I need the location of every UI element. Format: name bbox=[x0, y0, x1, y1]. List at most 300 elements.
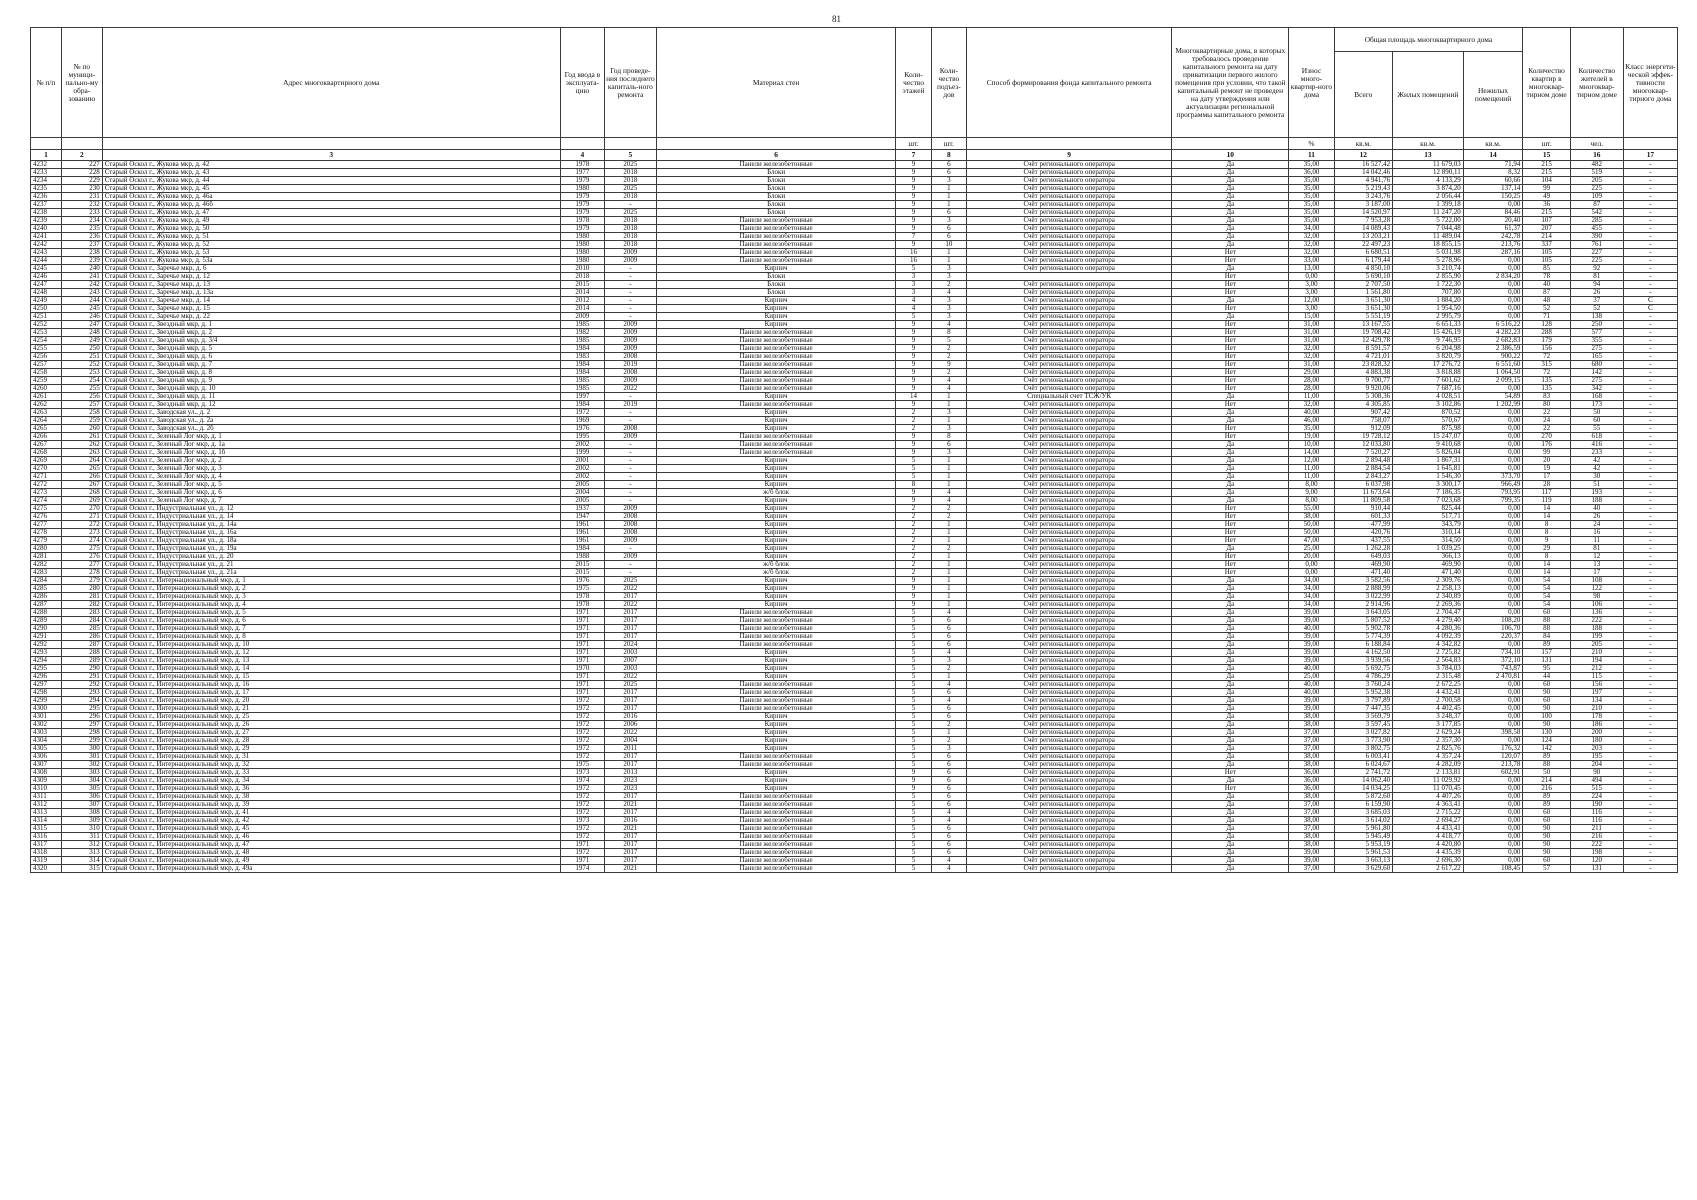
cell-area-total: 4 786,29 bbox=[1334, 673, 1393, 681]
cell-fund-method: Счёт регионального оператора bbox=[967, 785, 1172, 793]
cell-address: Старый Оскол г., Жукова мкр, д. 53а bbox=[102, 257, 560, 265]
cell-energy-class: - bbox=[1623, 449, 1677, 457]
cell-wall-material: Блоки bbox=[656, 281, 896, 289]
cell-entrances: 3 bbox=[931, 273, 966, 281]
cell-area-living: 4 433,41 bbox=[1393, 825, 1464, 833]
cell-floors: 5 bbox=[896, 721, 931, 729]
cell-muni-no: 293 bbox=[61, 689, 102, 697]
cell-row-no: 4274 bbox=[31, 497, 62, 505]
cell-wall-material: Панели железобетонные bbox=[656, 233, 896, 241]
cell-area-nonliving: 0,00 bbox=[1463, 521, 1523, 529]
cell-wall-material: Кирпич bbox=[656, 409, 896, 417]
cell-apartments: 52 bbox=[1523, 305, 1570, 313]
cell-area-nonliving: 176,32 bbox=[1463, 745, 1523, 753]
header-residents: Количество жителей в многоквар-тирном доме bbox=[1570, 28, 1623, 138]
cell-residents: 168 bbox=[1570, 393, 1623, 401]
cell-address: Старый Оскол г., Заречье мкр, д. 6 bbox=[102, 265, 560, 273]
header-apartments: Количество квартир в многоквар-тирном доме bbox=[1523, 28, 1570, 138]
cell-residents: 142 bbox=[1570, 369, 1623, 377]
cell-row-no: 4238 bbox=[31, 209, 62, 217]
cell-repair-required: Нет bbox=[1172, 345, 1289, 353]
cell-residents: 108 bbox=[1570, 577, 1623, 585]
cell-area-total: 7 953,28 bbox=[1334, 217, 1393, 225]
cell-muni-no: 240 bbox=[61, 265, 102, 273]
cell-entrances: 3 bbox=[931, 313, 966, 321]
cell-area-nonliving: 734,10 bbox=[1463, 649, 1523, 657]
cell-wear: 33,00 bbox=[1289, 257, 1334, 265]
cell-year-built: 2002 bbox=[560, 465, 604, 473]
table-row bbox=[31, 865, 1678, 873]
cell-year-built: 1970 bbox=[560, 665, 604, 673]
cell-row-no: 4251 bbox=[31, 313, 62, 321]
cell-address: Старый Оскол г., Индустриальная ул., д. 14а bbox=[102, 521, 560, 529]
cell-floors: 9 bbox=[896, 161, 931, 169]
cell-apartments: 270 bbox=[1523, 433, 1570, 441]
cell-year-repair: 2022 bbox=[604, 385, 656, 393]
cell-apartments: 288 bbox=[1523, 329, 1570, 337]
cell-area-total: 420,76 bbox=[1334, 529, 1393, 537]
cell-row-no: 4300 bbox=[31, 705, 62, 713]
cell-wall-material: Блоки bbox=[656, 185, 896, 193]
table-row bbox=[31, 513, 1678, 521]
cell-area-living: 3 874,20 bbox=[1393, 185, 1464, 193]
table-row bbox=[31, 385, 1678, 393]
cell-residents: 98 bbox=[1570, 593, 1623, 601]
cell-apartments: 36 bbox=[1523, 201, 1570, 209]
cell-address: Старый Оскол г., Интернациональный мкр, д. 29 bbox=[102, 745, 560, 753]
cell-area-total: 3 027,82 bbox=[1334, 729, 1393, 737]
cell-repair-required: Нет bbox=[1172, 537, 1289, 545]
cell-address: Старый Оскол г., Звездный мкр, д. 12 bbox=[102, 401, 560, 409]
cell-floors: 5 bbox=[896, 833, 931, 841]
cell-repair-required: Да bbox=[1172, 857, 1289, 865]
cell-year-built: 1978 bbox=[560, 217, 604, 225]
cell-floors: 7 bbox=[896, 233, 931, 241]
cell-repair-required: Нет bbox=[1172, 401, 1289, 409]
cell-year-built: 1979 bbox=[560, 193, 604, 201]
cell-repair-required: Да bbox=[1172, 761, 1289, 769]
cell-wear: 37,00 bbox=[1289, 825, 1334, 833]
cell-entrances: 5 bbox=[931, 337, 966, 345]
cell-floors: 9 bbox=[896, 241, 931, 249]
cell-muni-no: 294 bbox=[61, 697, 102, 705]
cell-row-no: 4252 bbox=[31, 321, 62, 329]
cell-apartments: 19 bbox=[1523, 465, 1570, 473]
cell-residents: 222 bbox=[1570, 617, 1623, 625]
cell-year-built: 1969 bbox=[560, 417, 604, 425]
cell-area-total: 4 941,76 bbox=[1334, 177, 1393, 185]
cell-area-living: 2 357,30 bbox=[1393, 737, 1464, 745]
cell-entrances: 3 bbox=[931, 409, 966, 417]
cell-floors: 9 bbox=[896, 201, 931, 209]
cell-year-repair: 2021 bbox=[604, 825, 656, 833]
cell-wear: 0,00 bbox=[1289, 569, 1334, 577]
cell-row-no: 4237 bbox=[31, 201, 62, 209]
cell-apartments: 315 bbox=[1523, 361, 1570, 369]
cell-year-built: 1984 bbox=[560, 401, 604, 409]
cell-area-nonliving: 150,25 bbox=[1463, 193, 1523, 201]
cell-repair-required: Нет bbox=[1172, 305, 1289, 313]
cell-wall-material: Панели железобетонные bbox=[656, 217, 896, 225]
cell-row-no: 4298 bbox=[31, 689, 62, 697]
cell-row-no: 4302 bbox=[31, 721, 62, 729]
table-row bbox=[31, 289, 1678, 297]
unit-wear: % bbox=[1289, 138, 1334, 150]
cell-residents: 250 bbox=[1570, 321, 1623, 329]
cell-residents: 205 bbox=[1570, 177, 1623, 185]
cell-apartments: 54 bbox=[1523, 593, 1570, 601]
cell-fund-method: Специальный счет ТСЖ/УК bbox=[967, 393, 1172, 401]
table-row bbox=[31, 241, 1678, 249]
cell-area-living: 3 248,37 bbox=[1393, 713, 1464, 721]
cell-year-repair: 2017 bbox=[604, 857, 656, 865]
cell-year-repair: 2018 bbox=[604, 233, 656, 241]
cell-area-living: 4 435,39 bbox=[1393, 849, 1464, 857]
cell-energy-class: - bbox=[1623, 857, 1677, 865]
cell-area-living: 2 315,48 bbox=[1393, 673, 1464, 681]
cell-area-nonliving: 0,00 bbox=[1463, 281, 1523, 289]
cell-fund-method: Счёт регионального оператора bbox=[967, 265, 1172, 273]
cell-year-repair: - bbox=[604, 473, 656, 481]
cell-muni-no: 247 bbox=[61, 321, 102, 329]
cell-area-total: 9 920,06 bbox=[1334, 385, 1393, 393]
cell-wear: 39,00 bbox=[1289, 657, 1334, 665]
table-row bbox=[31, 769, 1678, 777]
cell-fund-method: Счёт регионального оператора bbox=[967, 841, 1172, 849]
cell-wear: 20,00 bbox=[1289, 553, 1334, 561]
cell-year-repair: - bbox=[604, 305, 656, 313]
cell-wall-material: Кирпич bbox=[656, 577, 896, 585]
cell-fund-method: Счёт регионального оператора bbox=[967, 177, 1172, 185]
cell-year-repair: 2013 bbox=[604, 769, 656, 777]
cell-residents: 136 bbox=[1570, 609, 1623, 617]
cell-area-total: 3 629,60 bbox=[1334, 865, 1393, 873]
cell-wall-material: Кирпич bbox=[656, 585, 896, 593]
cell-energy-class: - bbox=[1623, 281, 1677, 289]
cell-energy-class: - bbox=[1623, 193, 1677, 201]
cell-energy-class: - bbox=[1623, 793, 1677, 801]
cell-fund-method: Счёт регионального оператора bbox=[967, 777, 1172, 785]
cell-floors: 9 bbox=[896, 169, 931, 177]
cell-wear: 12,00 bbox=[1289, 457, 1334, 465]
cell-wall-material: Кирпич bbox=[656, 673, 896, 681]
cell-floors: 2 bbox=[896, 545, 931, 553]
cell-area-living: 17 276,72 bbox=[1393, 361, 1464, 369]
cell-wear: 11,00 bbox=[1289, 473, 1334, 481]
column-number: 9 bbox=[967, 150, 1172, 161]
cell-address: Старый Оскол г., Зеленый Лог мкр, д. 5 bbox=[102, 481, 560, 489]
cell-area-living: 343,79 bbox=[1393, 521, 1464, 529]
cell-muni-no: 305 bbox=[61, 785, 102, 793]
cell-energy-class: - bbox=[1623, 417, 1677, 425]
cell-entrances: 4 bbox=[931, 497, 966, 505]
cell-area-nonliving: 1 064,50 bbox=[1463, 369, 1523, 377]
cell-area-living: 1 546,30 bbox=[1393, 473, 1464, 481]
cell-area-nonliving: 2 386,59 bbox=[1463, 345, 1523, 353]
cell-wear: 39,00 bbox=[1289, 641, 1334, 649]
cell-area-living: 4 418,77 bbox=[1393, 833, 1464, 841]
cell-area-living: 7 044,48 bbox=[1393, 225, 1464, 233]
cell-repair-required: Да bbox=[1172, 601, 1289, 609]
cell-year-repair: - bbox=[604, 289, 656, 297]
cell-year-repair: - bbox=[604, 569, 656, 577]
cell-year-built: 1985 bbox=[560, 385, 604, 393]
cell-wall-material: Кирпич bbox=[656, 785, 896, 793]
cell-area-total: 19 728,12 bbox=[1334, 433, 1393, 441]
cell-repair-required: Да bbox=[1172, 609, 1289, 617]
cell-year-repair: 2008 bbox=[604, 369, 656, 377]
cell-repair-required: Да bbox=[1172, 665, 1289, 673]
cell-area-total: 6 188,84 bbox=[1334, 641, 1393, 649]
cell-fund-method: Счёт регионального оператора bbox=[967, 305, 1172, 313]
cell-apartments: 14 bbox=[1523, 505, 1570, 513]
cell-repair-required: Нет bbox=[1172, 561, 1289, 569]
cell-area-total: 649,03 bbox=[1334, 553, 1393, 561]
cell-year-built: 2015 bbox=[560, 561, 604, 569]
cell-fund-method: Счёт регионального оператора bbox=[967, 585, 1172, 593]
cell-fund-method: Счёт регионального оператора bbox=[967, 425, 1172, 433]
cell-residents: 188 bbox=[1570, 497, 1623, 505]
cell-area-total: 5 807,52 bbox=[1334, 617, 1393, 625]
cell-energy-class: - bbox=[1623, 553, 1677, 561]
cell-area-total: 5 551,19 bbox=[1334, 313, 1393, 321]
cell-wear: 34,00 bbox=[1289, 577, 1334, 585]
cell-year-built: 1971 bbox=[560, 857, 604, 865]
cell-area-total: 6 179,44 bbox=[1334, 257, 1393, 265]
cell-area-nonliving: 0,00 bbox=[1463, 849, 1523, 857]
cell-energy-class: - bbox=[1623, 681, 1677, 689]
column-number: 13 bbox=[1393, 150, 1464, 161]
cell-row-no: 4247 bbox=[31, 281, 62, 289]
cell-entrances: 6 bbox=[931, 161, 966, 169]
table-row bbox=[31, 617, 1678, 625]
cell-wall-material: Кирпич bbox=[656, 465, 896, 473]
cell-year-built: 1975 bbox=[560, 585, 604, 593]
cell-residents: 210 bbox=[1570, 705, 1623, 713]
cell-row-no: 4276 bbox=[31, 513, 62, 521]
cell-wall-material: Кирпич bbox=[656, 769, 896, 777]
cell-floors: 5 bbox=[896, 609, 931, 617]
cell-entrances: 4 bbox=[931, 377, 966, 385]
cell-address: Старый Оскол г., Интернациональный мкр, д. 28 bbox=[102, 737, 560, 745]
cell-repair-required: Да bbox=[1172, 489, 1289, 497]
cell-year-repair: 2018 bbox=[604, 169, 656, 177]
cell-row-no: 4282 bbox=[31, 561, 62, 569]
cell-year-built: 1980 bbox=[560, 185, 604, 193]
cell-floors: 9 bbox=[896, 433, 931, 441]
cell-wall-material: Кирпич bbox=[656, 393, 896, 401]
cell-area-total: 14 089,43 bbox=[1334, 225, 1393, 233]
cell-area-living: 5 826,04 bbox=[1393, 449, 1464, 457]
cell-year-built: 1976 bbox=[560, 577, 604, 585]
cell-apartments: 57 bbox=[1523, 865, 1570, 873]
cell-area-nonliving: 900,22 bbox=[1463, 353, 1523, 361]
cell-residents: 494 bbox=[1570, 777, 1623, 785]
cell-entrances: 3 bbox=[931, 657, 966, 665]
cell-wear: 39,00 bbox=[1289, 849, 1334, 857]
cell-area-living: 870,52 bbox=[1393, 409, 1464, 417]
cell-row-no: 4297 bbox=[31, 681, 62, 689]
cell-apartments: 29 bbox=[1523, 545, 1570, 553]
cell-energy-class: - bbox=[1623, 529, 1677, 537]
cell-wear: 14,00 bbox=[1289, 449, 1334, 457]
cell-area-total: 907,42 bbox=[1334, 409, 1393, 417]
cell-year-repair: - bbox=[604, 297, 656, 305]
cell-repair-required: Нет bbox=[1172, 377, 1289, 385]
cell-apartments: 215 bbox=[1523, 169, 1570, 177]
cell-energy-class: - bbox=[1623, 713, 1677, 721]
cell-wall-material: Кирпич bbox=[656, 297, 896, 305]
cell-entrances: 6 bbox=[931, 641, 966, 649]
cell-floors: 9 bbox=[896, 785, 931, 793]
cell-wall-material: Кирпич bbox=[656, 545, 896, 553]
cell-wall-material: ж/б блок bbox=[656, 561, 896, 569]
cell-area-total: 3 243,76 bbox=[1334, 193, 1393, 201]
header-area-total: Всего bbox=[1334, 52, 1393, 138]
cell-wall-material: Панели железобетонные bbox=[656, 401, 896, 409]
table-row bbox=[31, 321, 1678, 329]
cell-entrances: 4 bbox=[931, 809, 966, 817]
cell-area-nonliving: 4 282,23 bbox=[1463, 329, 1523, 337]
cell-floors: 2 bbox=[896, 569, 931, 577]
table-row bbox=[31, 353, 1678, 361]
cell-row-no: 4263 bbox=[31, 409, 62, 417]
cell-energy-class: - bbox=[1623, 625, 1677, 633]
cell-area-total: 3 643,05 bbox=[1334, 609, 1393, 617]
cell-energy-class: - bbox=[1623, 593, 1677, 601]
cell-entrances: 8 bbox=[931, 329, 966, 337]
cell-area-nonliving: 0,00 bbox=[1463, 681, 1523, 689]
cell-muni-no: 256 bbox=[61, 393, 102, 401]
cell-floors: 4 bbox=[896, 305, 931, 313]
cell-year-built: 2015 bbox=[560, 569, 604, 577]
cell-floors: 8 bbox=[896, 481, 931, 489]
cell-entrances: 2 bbox=[931, 353, 966, 361]
cell-muni-no: 232 bbox=[61, 201, 102, 209]
cell-area-nonliving: 0,00 bbox=[1463, 433, 1523, 441]
cell-row-no: 4241 bbox=[31, 233, 62, 241]
header-area-nonliving: Нежилых помещений bbox=[1463, 52, 1523, 138]
cell-muni-no: 266 bbox=[61, 473, 102, 481]
cell-area-total: 5 902,78 bbox=[1334, 625, 1393, 633]
table-row bbox=[31, 657, 1678, 665]
cell-area-living: 12 890,11 bbox=[1393, 169, 1464, 177]
cell-row-no: 4244 bbox=[31, 257, 62, 265]
table-row bbox=[31, 233, 1678, 241]
column-number: 3 bbox=[102, 150, 560, 161]
cell-residents: 50 bbox=[1570, 409, 1623, 417]
table-row bbox=[31, 177, 1678, 185]
cell-apartments: 107 bbox=[1523, 217, 1570, 225]
cell-floors: 16 bbox=[896, 249, 931, 257]
cell-area-nonliving: 0,00 bbox=[1463, 609, 1523, 617]
cell-area-total: 5 774,39 bbox=[1334, 633, 1393, 641]
header-wear: Износ много-квартир-ного дома bbox=[1289, 28, 1334, 138]
cell-wear: 40,00 bbox=[1289, 681, 1334, 689]
cell-fund-method: Счёт регионального оператора bbox=[967, 601, 1172, 609]
cell-floors: 9 bbox=[896, 217, 931, 225]
cell-apartments: 49 bbox=[1523, 193, 1570, 201]
cell-apartments: 207 bbox=[1523, 225, 1570, 233]
cell-area-total: 5 961,80 bbox=[1334, 825, 1393, 833]
cell-wear: 35,00 bbox=[1289, 217, 1334, 225]
cell-area-total: 6 680,51 bbox=[1334, 249, 1393, 257]
cell-area-total: 3 651,30 bbox=[1334, 305, 1393, 313]
cell-area-nonliving: 966,49 bbox=[1463, 481, 1523, 489]
table-row bbox=[31, 265, 1678, 273]
cell-energy-class: - bbox=[1623, 353, 1677, 361]
cell-floors: 5 bbox=[896, 745, 931, 753]
cell-area-nonliving: 220,37 bbox=[1463, 633, 1523, 641]
cell-energy-class: - bbox=[1623, 585, 1677, 593]
cell-entrances: 4 bbox=[931, 649, 966, 657]
cell-residents: 81 bbox=[1570, 273, 1623, 281]
cell-area-nonliving: 213,76 bbox=[1463, 241, 1523, 249]
cell-address: Старый Оскол г., Интернациональный мкр, д. 26 bbox=[102, 721, 560, 729]
cell-floors: 9 bbox=[896, 577, 931, 585]
cell-address: Старый Оскол г., Интернациональный мкр, д. 33 bbox=[102, 769, 560, 777]
table-row bbox=[31, 833, 1678, 841]
cell-entrances: 1 bbox=[931, 249, 966, 257]
cell-area-nonliving: 213,78 bbox=[1463, 761, 1523, 769]
cell-year-built: 1971 bbox=[560, 673, 604, 681]
cell-area-total: 7 520,27 bbox=[1334, 449, 1393, 457]
cell-muni-no: 243 bbox=[61, 289, 102, 297]
cell-address: Старый Оскол г., Интернациональный мкр, д. 46 bbox=[102, 833, 560, 841]
header-area-group: Общая площадь многоквартирного дома bbox=[1334, 28, 1523, 52]
cell-address: Старый Оскол г., Интернациональный мкр, д. 15 bbox=[102, 673, 560, 681]
cell-area-total: 2 884,54 bbox=[1334, 465, 1393, 473]
cell-apartments: 89 bbox=[1523, 793, 1570, 801]
cell-muni-no: 231 bbox=[61, 193, 102, 201]
cell-residents: 577 bbox=[1570, 329, 1623, 337]
cell-floors: 9 bbox=[896, 449, 931, 457]
cell-residents: 94 bbox=[1570, 281, 1623, 289]
cell-address: Старый Оскол г., Жукова мкр, д. 50 bbox=[102, 225, 560, 233]
cell-area-nonliving: 0,00 bbox=[1463, 793, 1523, 801]
cell-wall-material: Панели железобетонные bbox=[656, 857, 896, 865]
table-row bbox=[31, 369, 1678, 377]
cell-address: Старый Оскол г., Интернациональный мкр, д. 45 bbox=[102, 825, 560, 833]
cell-address: Старый Оскол г., Заречье мкр, д. 15 bbox=[102, 305, 560, 313]
cell-address: Старый Оскол г., Интернациональный мкр, д. 7 bbox=[102, 625, 560, 633]
cell-energy-class: - bbox=[1623, 809, 1677, 817]
cell-address: Старый Оскол г., Звездный мкр, д. 1 bbox=[102, 321, 560, 329]
table-row bbox=[31, 417, 1678, 425]
cell-area-total: 12 033,80 bbox=[1334, 441, 1393, 449]
cell-address: Старый Оскол г., Индустриальная ул., д. 21а bbox=[102, 569, 560, 577]
cell-address: Старый Оскол г., Интернациональный мкр, д. 31 bbox=[102, 753, 560, 761]
cell-year-built: 1961 bbox=[560, 537, 604, 545]
cell-area-living: 6 651,33 bbox=[1393, 321, 1464, 329]
cell-row-no: 4236 bbox=[31, 193, 62, 201]
cell-wear: 32,00 bbox=[1289, 353, 1334, 361]
cell-area-living: 15 247,07 bbox=[1393, 433, 1464, 441]
cell-energy-class: - bbox=[1623, 561, 1677, 569]
cell-area-nonliving: 242,78 bbox=[1463, 233, 1523, 241]
cell-fund-method: Счёт регионального оператора bbox=[967, 281, 1172, 289]
cell-area-living: 570,67 bbox=[1393, 417, 1464, 425]
cell-wall-material: Панели железобетонные bbox=[656, 833, 896, 841]
cell-wear: 34,00 bbox=[1289, 585, 1334, 593]
cell-address: Старый Оскол г., Зеленый Лог мкр, д. 3 bbox=[102, 465, 560, 473]
cell-apartments: 89 bbox=[1523, 641, 1570, 649]
cell-year-repair: 2017 bbox=[604, 753, 656, 761]
cell-address: Старый Оскол г., Интернациональный мкр, д. 32 bbox=[102, 761, 560, 769]
cell-repair-required: Да bbox=[1172, 801, 1289, 809]
cell-residents: 24 bbox=[1570, 521, 1623, 529]
cell-year-repair: 2009 bbox=[604, 321, 656, 329]
